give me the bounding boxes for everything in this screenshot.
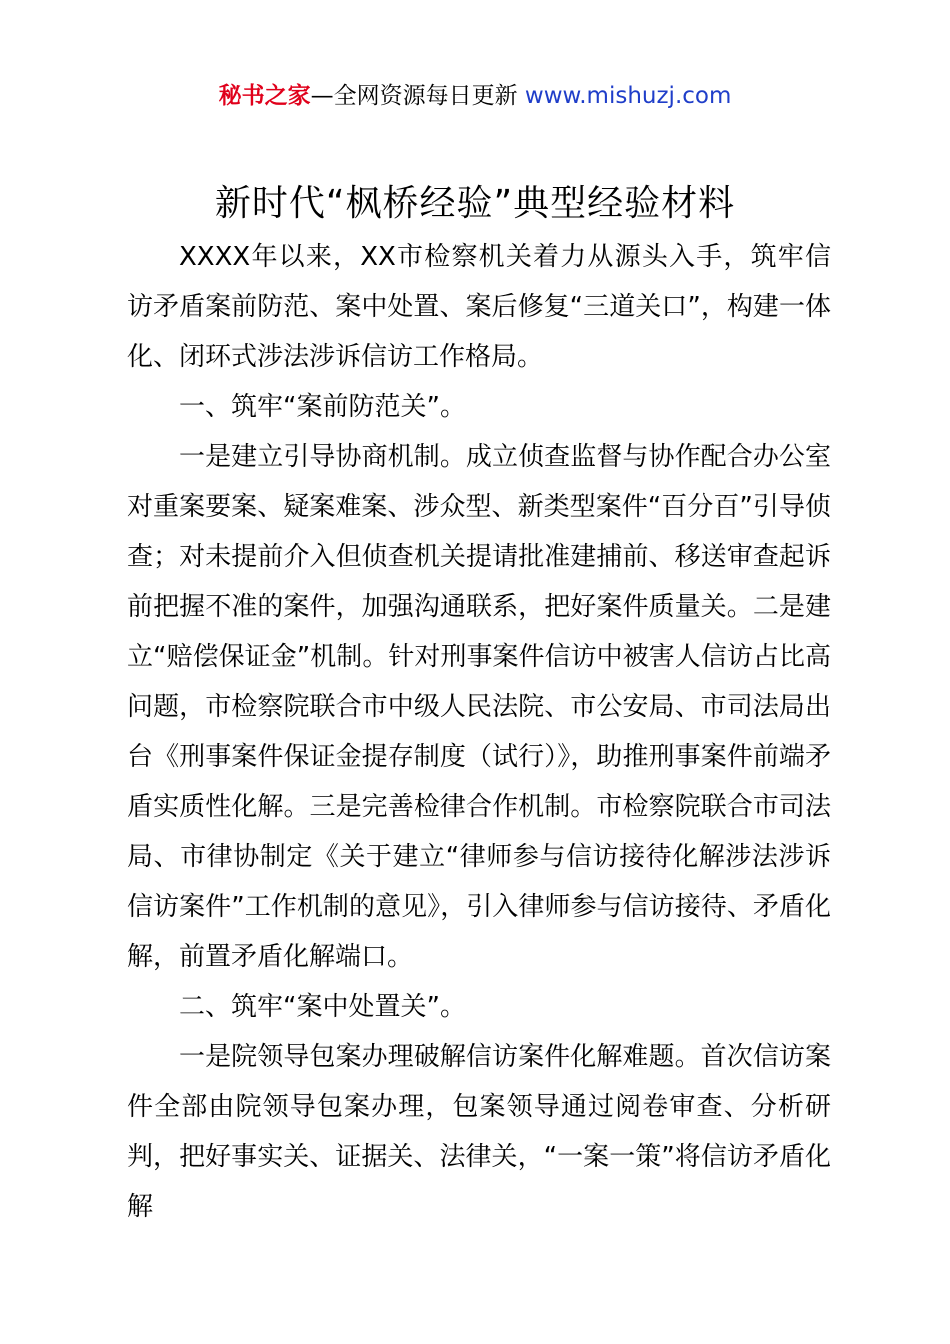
paragraph-intro: XXXX年以来，XX市检察机关着力从源头入手，筑牢信访矛盾案前防范、案中处置、案后修复“三道关口”，构建一体化、闭环式涉法涉诉信访工作格局。: [127, 242, 831, 372]
brand-name: 秘书之家: [218, 83, 311, 109]
site-header: [0, 78, 950, 114]
paragraph-section-2: 一是院领导包案办理破解信访案件化解难题。首次信访案件全部由院领导包案办理，包案领导通过阅卷审查、分析研判，把好事实关、证据关、法律关，“一案一策”将信访矛盾化解: [127, 1042, 831, 1222]
site-url-link[interactable]: www.mishuzj.com: [524, 83, 732, 109]
header-tagline: —全网资源每日更新: [310, 83, 525, 109]
document-body: [127, 232, 831, 1232]
document-title: 新时代“枫桥经验”典型经验材料: [214, 183, 736, 224]
section-heading-2: 二、筑牢“案中处置关”。: [179, 992, 466, 1022]
paragraph-section-1: 一是建立引导协商机制。成立侦查监督与协作配合办公室对重案要案、疑案难案、涉众型、新类型案件“百分百”引导侦查；对未提前介入但侦查机关提请批准建捕前、移送审查起诉前把握不准的案件，加强沟通联系，把好案件质量关。二是建立“赔偿保证金”机制。针对刑事案件信访中被害人信访占比高问题，市检察院联合市中级人民法院、市公安局、市司法局出台《刑事案件保证金提存制度（试行）》，助推刑事案件前端矛盾实质性化解。三是完善检律合作机制。市检察院联合市司法局、市律协制定《关于建立“律师参与信访接待化解涉法涉诉信访案件”工作机制的意见》，引入律师参与信访接待、矛盾化解，前置矛盾化解端口。: [127, 442, 831, 972]
section-heading-1: 一、筑牢“案前防范关”。: [179, 392, 466, 422]
